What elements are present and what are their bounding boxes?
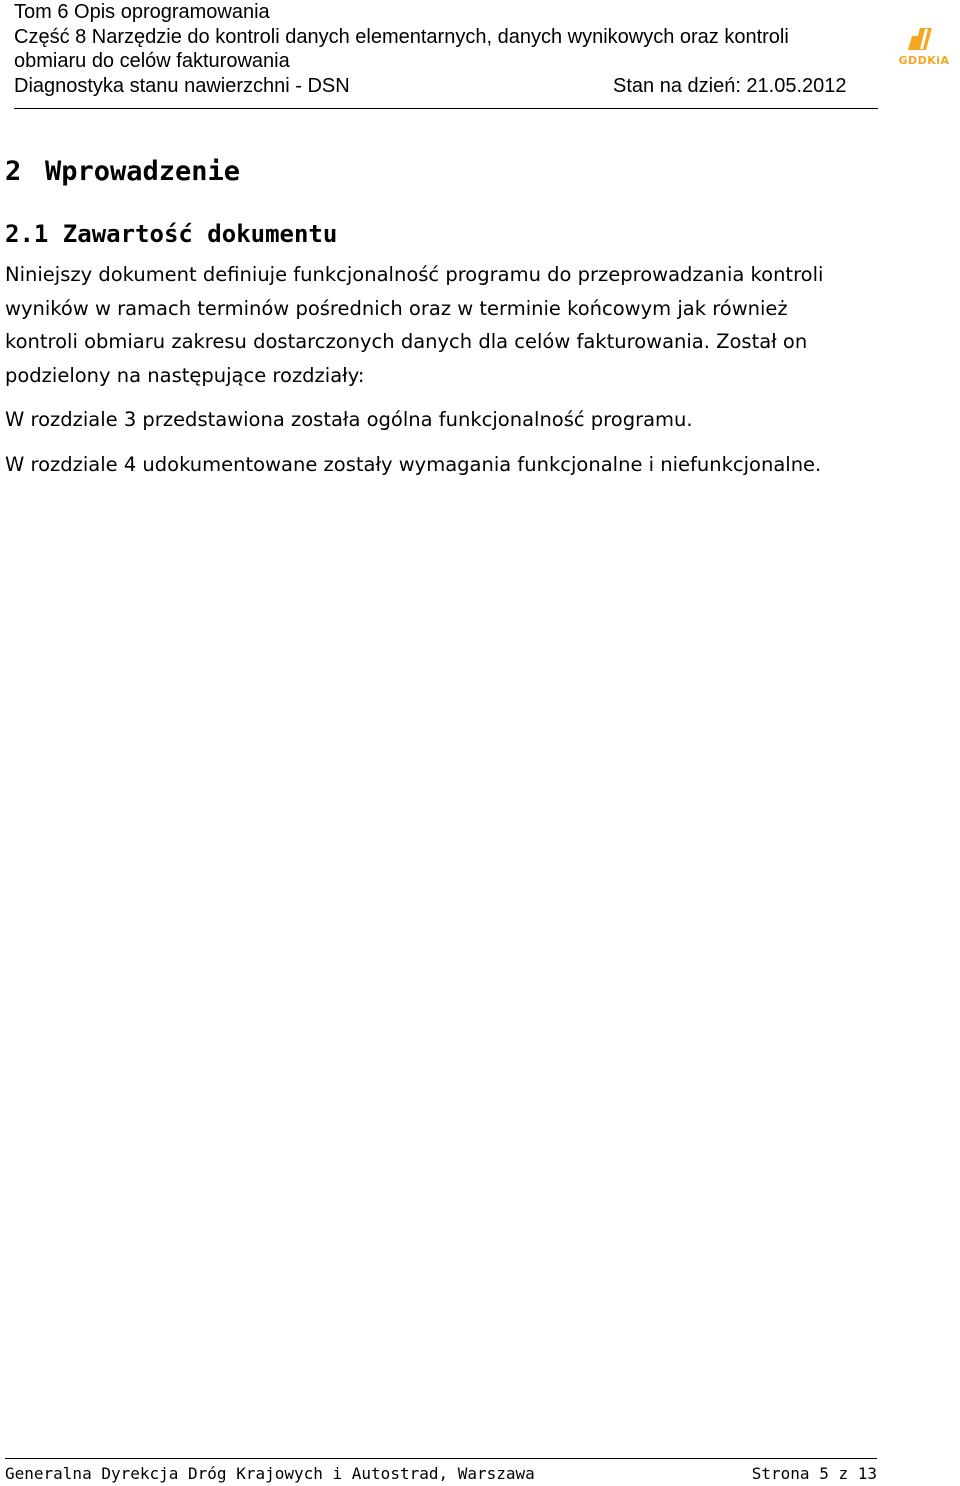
paragraph-chapter-4: W rozdziale 4 udokumentowane zostały wymagania funkcjonalne i niefunkcjonalne.	[5, 452, 822, 476]
header-project: Diagnostyka stanu nawierzchni - DSN	[14, 74, 350, 97]
page-header	[14, 0, 878, 109]
header-part-continued: obmiaru do celów fakturowania	[14, 50, 290, 72]
header-line-4	[14, 74, 878, 99]
paragraph-chapter-3: W rozdziale 3 przedstawiona została ogólna funkcjonalność programu.	[5, 408, 693, 431]
subsection-heading: 2.1 Zawartość dokumentu	[5, 220, 338, 248]
header-date: Stan na dzień: 21.05.2012	[613, 74, 847, 97]
footer-organization: Generalna Dyrekcja Dróg Krajowych i Autostrad, Warszawa	[5, 1464, 535, 1483]
document-body	[5, 150, 865, 481]
section-title: Wprowadzenie	[45, 156, 241, 187]
header-part: Część 8 Narzędzie do kontroli danych elementarnych, danych wynikowych oraz kontroli	[14, 25, 789, 48]
paragraph-intro: Niniejszy dokument definiuje funkcjonalność programu do przeprowadzania kontroli wyników w ramach terminów pośrednich oraz w terminie końcowym jak również kontroli obmiaru zakresu dostarczonych danych dla celów fakturowania. Został on podzielony na następujące rozdziały:	[5, 263, 824, 387]
header-volume: Tom 6 Opis oprogramowania	[14, 1, 270, 23]
gddkia-road-icon	[892, 26, 956, 54]
gddkia-logo	[892, 26, 956, 68]
section-heading	[5, 150, 865, 194]
logo-text: GDDKiA	[898, 54, 950, 67]
page-footer	[5, 1458, 877, 1483]
footer-page-number: Strona 5 z 13	[751, 1464, 877, 1483]
section-number: 2	[5, 156, 22, 187]
